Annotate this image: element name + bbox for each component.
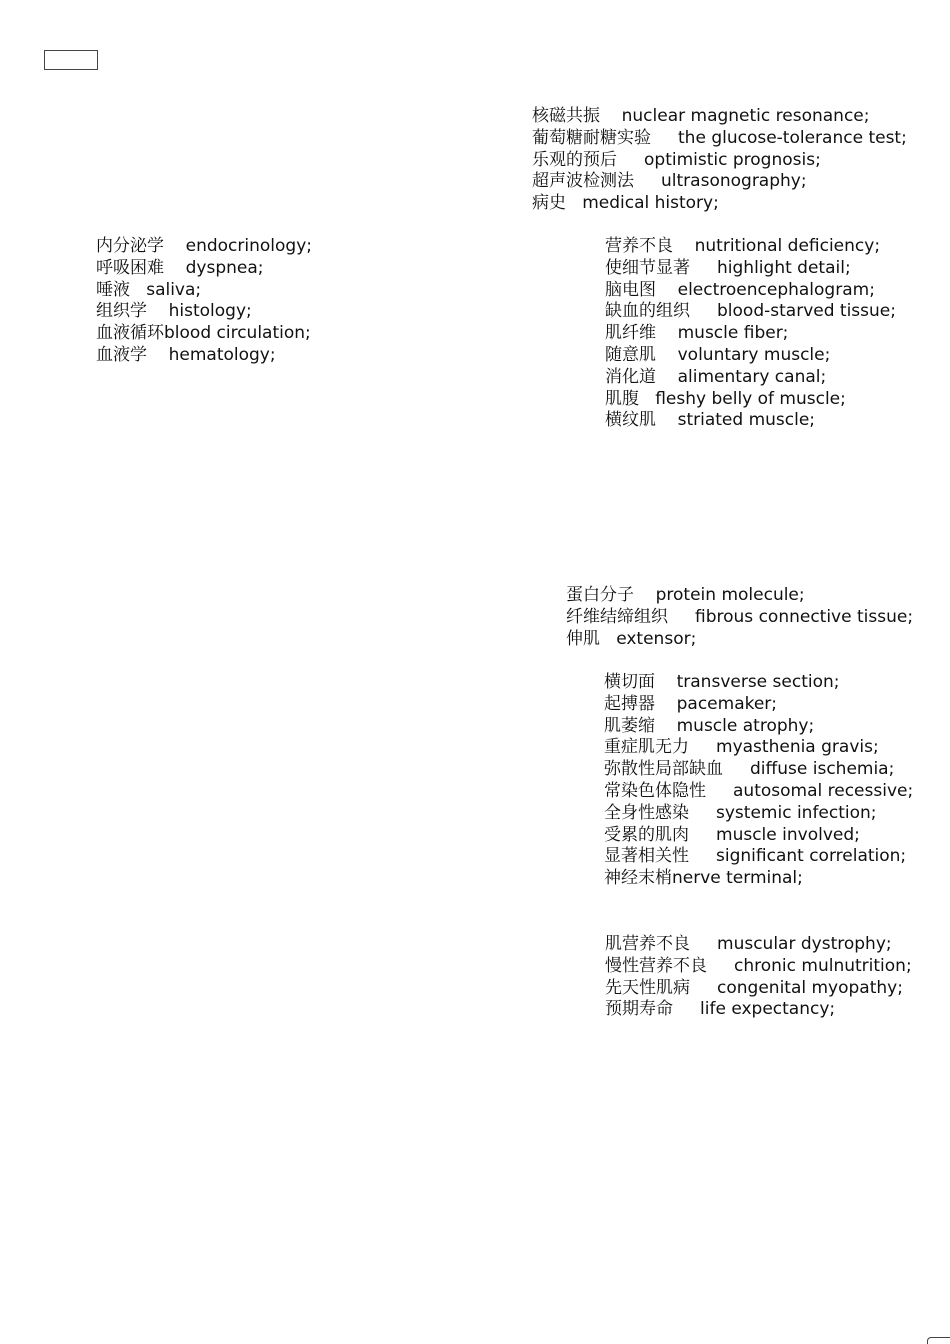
vocab-group-2 (96, 236, 312, 367)
vocab-entry: 葡萄糖耐糖实验 the glucose-tolerance test; (532, 127, 907, 148)
vocab-entry: 组织学 histology; (96, 301, 252, 322)
vocab-entry: 呼吸困难 dyspnea; (96, 257, 264, 278)
vocab-entry: 纤维结缔组织 fibrous connective tissue; (566, 606, 914, 627)
vocab-entry: 伸肌 extensor; (566, 628, 697, 649)
vocab-entry: 常染色体隐性 autosomal recessive; (604, 780, 914, 801)
vocab-entry: 肌纤维 muscle fiber; (605, 323, 789, 344)
vocab-entry: 消化道 alimentary canal; (605, 366, 827, 387)
header-box (44, 50, 98, 70)
vocab-entry: 唾液 saliva; (96, 279, 202, 300)
vocab-entry: 内分泌学 endocrinology; (96, 236, 312, 256)
vocab-entry: 肌腹 fleshy belly of muscle; (605, 388, 846, 409)
vocab-entry: 乐观的预后 optimistic prognosis; (532, 149, 821, 170)
vocab-entry: 肌萎缩 muscle atrophy; (604, 715, 815, 736)
vocab-entry: 病史 medical history; (532, 193, 719, 214)
vocab-entry: 蛋白分子 protein molecule; (566, 585, 805, 605)
vocab-entry: 预期寿命 life expectancy; (605, 999, 836, 1020)
vocab-entry: 慢性营养不良 chronic mulnutrition; (605, 955, 912, 976)
vocab-entry: 神经末梢nerve terminal; (604, 868, 803, 889)
vocab-entry: 起搏器 pacemaker; (604, 693, 778, 714)
vocab-entry: 肌营养不良 muscular dystrophy; (605, 934, 892, 954)
vocab-entry: 营养不良 nutritional deficiency; (605, 236, 881, 256)
vocab-entry: 受累的肌肉 muscle involved; (604, 824, 860, 845)
vocab-group-3 (605, 236, 896, 432)
vocab-entry: 脑电图 electroencephalogram; (605, 279, 875, 300)
vocab-group-4 (566, 585, 913, 650)
vocab-entry: 超声波检测法 ultrasonography; (532, 171, 807, 192)
vocab-entry: 血液学 hematology; (96, 344, 276, 365)
vocab-entry: 随意肌 voluntary muscle; (605, 344, 831, 365)
vocab-entry: 横切面 transverse section; (604, 672, 840, 692)
vocab-entry: 横纹肌 striated muscle; (605, 410, 816, 431)
vocab-group-6 (605, 934, 912, 1021)
vocab-entry: 缺血的组织 blood-starved tissue; (605, 301, 896, 322)
vocab-group-5 (604, 672, 913, 890)
vocab-entry: 显著相关性 significant correlation; (604, 846, 907, 867)
vocab-group-1 (532, 106, 907, 215)
vocab-entry: 使细节显著 highlight detail; (605, 257, 851, 278)
vocab-entry: 弥散性局部缺血 diffuse ischemia; (604, 759, 895, 780)
vocab-entry: 重症肌无力 myasthenia gravis; (604, 737, 879, 758)
vocab-entry: 核磁共振 nuclear magnetic resonance; (532, 106, 870, 126)
vocab-entry: 先天性肌病 congenital myopathy; (605, 977, 903, 998)
page-corner-mark (927, 1337, 950, 1344)
vocab-entry: 全身性感染 systemic infection; (604, 802, 877, 823)
vocab-entry: 血液循环blood circulation; (96, 323, 311, 344)
